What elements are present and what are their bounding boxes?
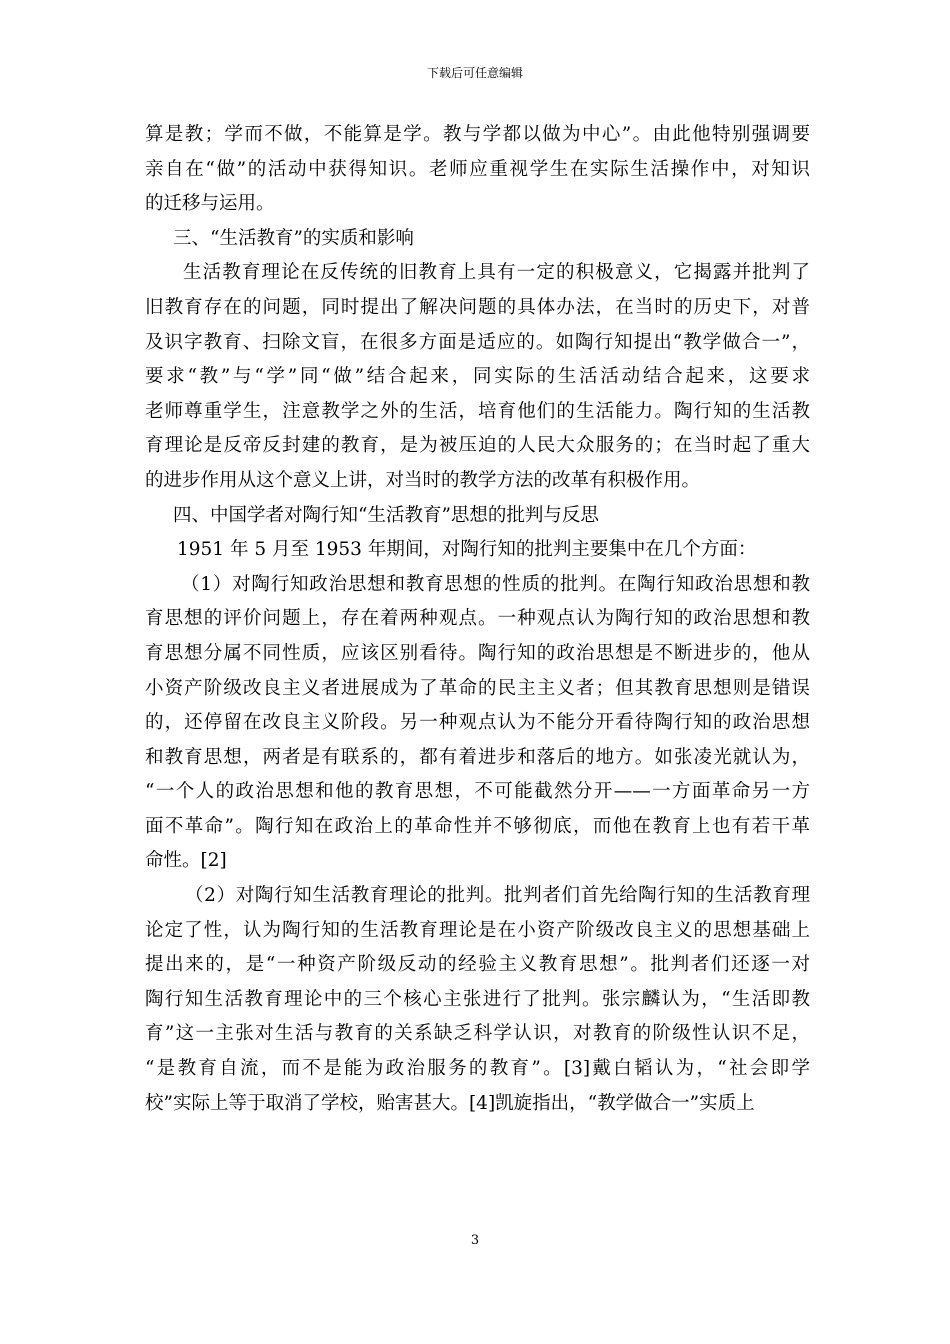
paragraph bbox=[145, 879, 810, 1121]
text-line: 及识字教育、扫除文盲，在很多方面是适应的。如陶行知提出“教学做合一”， bbox=[145, 331, 810, 353]
text-line: “是教育自流，而不是能为政治服务的教育”。[3]戴白韬认为，“社会即学 bbox=[145, 1058, 810, 1080]
paragraph bbox=[145, 118, 810, 222]
text-line: 育思想的评价问题上，存在着两种观点。一种观点认为陶行知的政治思想和教 bbox=[145, 608, 810, 630]
text-line: 校”实际上等于取消了学校，贻害甚大。[4]凯旋指出，“教学做合一”实质上 bbox=[145, 1092, 755, 1114]
text-line: 老师尊重学生，注意教学之外的生活，培育他们的生活能力。陶行知的生活教 bbox=[145, 400, 810, 422]
paragraph bbox=[145, 222, 810, 257]
text-line: 生活教育理论在反传统的旧教育上具有一定的积极意义，它揭露并批判了 bbox=[183, 262, 810, 284]
text-line: 四、中国学者对陶行知“生活教育”思想的批判与反思 bbox=[173, 504, 599, 526]
paragraph bbox=[145, 256, 810, 498]
text-line: 面不革命”。陶行知在政治上的革命性并不够彻底，而他在教育上也有若干革 bbox=[145, 815, 810, 837]
text-line: 要求“教”与“学”同“做”结合起来，同实际的生活活动结合起来，这要求 bbox=[145, 366, 810, 388]
paragraph bbox=[145, 568, 810, 879]
text-line: 旧教育存在的问题，同时提出了解决问题的具体办法，在当时的历史下，对普 bbox=[145, 296, 810, 318]
text-line: “一个人的政治思想和他的教育思想，不可能截然分开——一方面革命另一方 bbox=[145, 781, 810, 803]
text-line: 三、“生活教育”的实质和影响 bbox=[173, 227, 414, 249]
text-line: 的迁移与运用。 bbox=[145, 193, 275, 215]
body-text bbox=[145, 118, 810, 1121]
text-line: 小资产阶级改良主义者进展成为了革命的民主主义者；但其教育思想则是错误 bbox=[145, 677, 810, 699]
text-line: 和教育思想，两者是有联系的，都有着进步和落后的地方。如张凌光就认为， bbox=[145, 746, 810, 768]
text-line: 的，还停留在改良主义阶段。另一种观点认为不能分开看待陶行知的政治思想 bbox=[145, 712, 810, 734]
text-line: （2）对陶行知生活教育理论的批判。批判者们首先给陶行知的生活教育理 bbox=[185, 885, 810, 907]
text-line: 陶行知生活教育理论中的三个核心主张进行了批判。张宗麟认为，“生活即教 bbox=[145, 988, 810, 1010]
text-line: 亲自在“做”的活动中获得知识。老师应重视学生在实际生活操作中，对知识 bbox=[145, 158, 810, 180]
paragraph bbox=[145, 499, 810, 534]
page-header: 下载后可任意编辑 bbox=[426, 66, 523, 80]
page-number: 3 bbox=[470, 1233, 480, 1248]
text-line: 的进步作用从这个意义上讲，对当时的教学方法的改革有积极作用。 bbox=[145, 469, 701, 491]
text-line: 提出来的，是“一种资产阶级反动的经验主义教育思想”。批判者们还逐一对 bbox=[145, 954, 810, 976]
text-line: 论定了性，认为陶行知的生活教育理论是在小资产阶级改良主义的思想基础上 bbox=[145, 919, 810, 941]
text-line: （1）对陶行知政治思想和教育思想的性质的批判。在陶行知政治思想和教 bbox=[181, 573, 810, 595]
text-line: 育”这一主张对生活与教育的关系缺乏科学认识，对教育的阶级性认识不足， bbox=[145, 1023, 810, 1045]
text-line: 算是教；学而不做，不能算是学。教与学都以做为中心”。由此他特别强调要 bbox=[145, 124, 810, 145]
text-line: 命性。[2] bbox=[145, 850, 227, 872]
text-line: 1951 年 5 月至 1953 年期间，对陶行知的批判主要集中在几个方面： bbox=[177, 539, 757, 561]
text-line: 育理论是反帝反封建的教育，是为被压迫的人民大众服务的；在当时起了重大 bbox=[145, 435, 810, 457]
text-line: 育思想分属不同性质，应该区别看待。陶行知的政治思想是不断进步的，他从 bbox=[145, 642, 810, 664]
paragraph bbox=[145, 533, 810, 568]
